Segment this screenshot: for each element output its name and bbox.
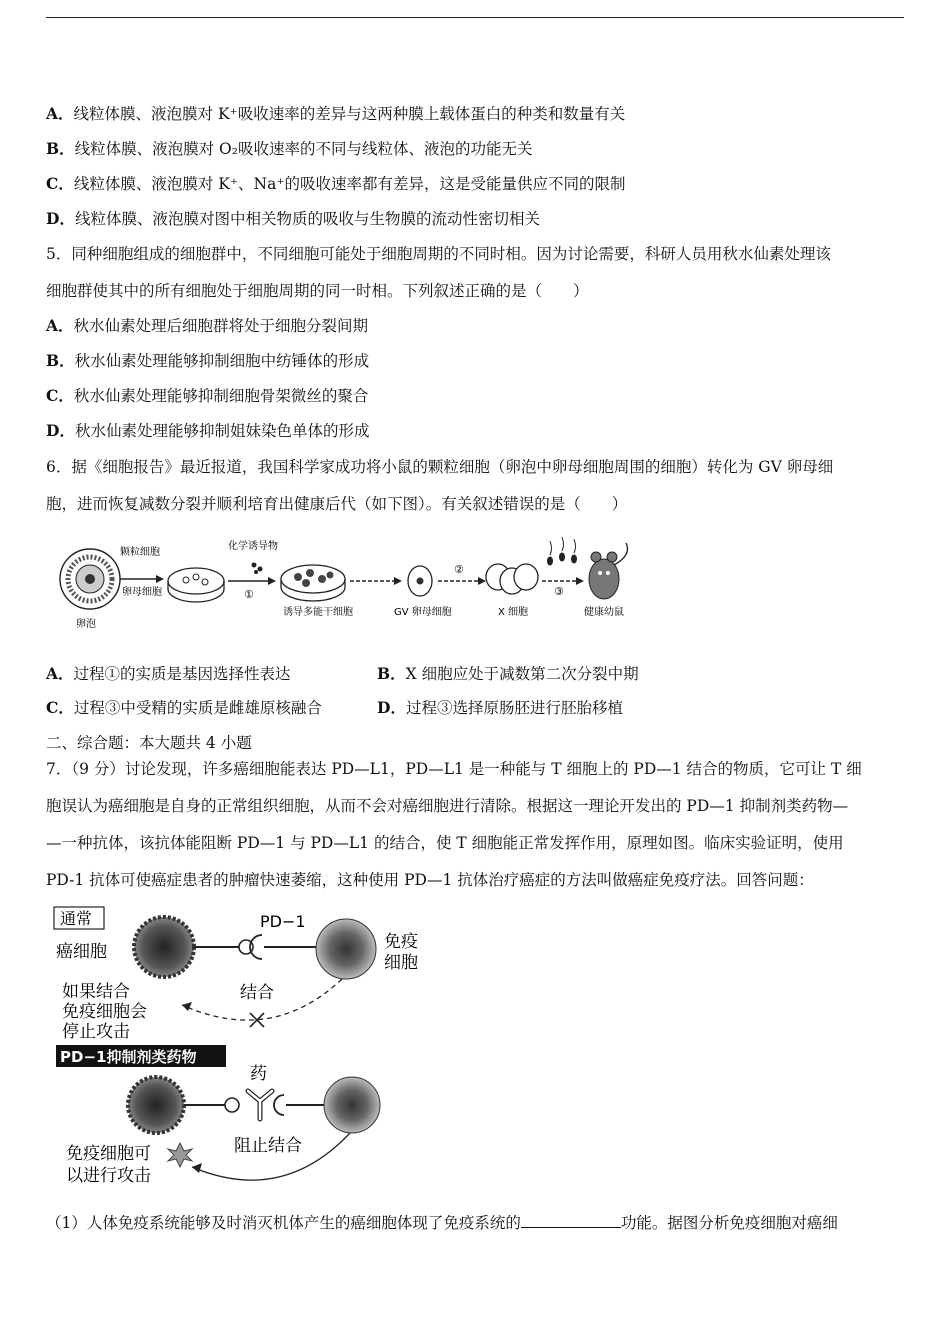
q5-option-b: B．秋水仙素处理能够抑制细胞中纺锤体的形成 <box>46 351 370 370</box>
sperm-drawing <box>548 537 577 565</box>
immune-cell-bottom <box>324 1077 380 1133</box>
q5-option-a: A．秋水仙素处理后细胞群将处于细胞分裂间期 <box>46 316 369 335</box>
q7-stem-line3: —一种抗体，该抗体能阻断 PD—1 与 PD—L1 的结合，使 T 细胞能正常发挥作用，原理如图。临床实验证明，使用 <box>46 834 844 852</box>
label-cancer: 癌细胞 <box>56 942 107 962</box>
label-follicle: 卵泡 <box>76 619 96 630</box>
label-immune-line1: 免疫 <box>384 932 418 952</box>
culture-dish-2 <box>281 565 345 601</box>
cancer-cell-top <box>134 917 194 977</box>
q6-option-c: C．过程③中受精的实质是雌雄原核融合 <box>46 698 322 717</box>
label-attack-line1: 免疫细胞可 <box>66 1144 151 1164</box>
q6-stem-line1: 6．据《细胞报告》最近报道，我国科学家成功将小鼠的颗粒细胞（卵泡中卵母细胞周围的细胞）转化为 GV 卵母细 <box>46 458 834 476</box>
q7-mechanism-figure <box>52 905 432 1195</box>
label-gv: GV 卵母细胞 <box>394 607 452 618</box>
label-pd1: PD−1 <box>260 912 306 931</box>
mouse-drawing <box>589 543 628 599</box>
label-mouse: 健康幼鼠 <box>584 607 624 618</box>
immune-cell-top <box>316 919 376 979</box>
q5-stem-line2: 细胞群使其中的所有细胞处于细胞周期的同一时相。下列叙述正确的是（ ） <box>46 282 589 300</box>
q6-option-d: D．过程③选择原肠胚进行胚胎移植 <box>377 698 623 717</box>
q4-option-d: D．线粒体膜、液泡膜对图中相关物质的吸收与生物膜的流动性密切相关 <box>46 209 540 228</box>
q7-stem-line2: 胞误认为癌细胞是自身的正常组织细胞，从而不会对癌细胞进行清除。根据这一理论开发出的 PD—1 抑制剂类药物— <box>46 797 849 815</box>
label-step1: ① <box>244 588 254 601</box>
q6-stem-line2: 胞，进而恢复减数分裂并顺利培育出健康后代（如下图）。有关叙述错误的是（ ） <box>46 495 628 513</box>
q7-sub1: （1）人体免疫系统能够及时消灭机体产生的癌细胞体现了免疫系统的 功能。据图分析免疫细胞对癌细 <box>46 1214 838 1232</box>
q4-option-b: B．线粒体膜、液泡膜对 O₂吸收速率的不同与线粒体、液泡的功能无关 <box>46 139 533 158</box>
label-oocyte: 卵母细胞 <box>122 587 162 598</box>
label-bind: 结合 <box>240 983 274 1003</box>
q4-option-c: C．线粒体膜、液泡膜对 K⁺、Na⁺的吸收速率都有差异，这是受能量供应不同的限制 <box>46 174 626 193</box>
label-stop-line3: 停止攻击 <box>62 1022 130 1042</box>
label-granulosa: 颗粒细胞 <box>120 547 160 558</box>
label-normal: 通常 <box>60 909 93 928</box>
q6-process-figure <box>58 535 638 635</box>
answer-blank[interactable] <box>521 1213 621 1228</box>
label-inhibitor: PD−1抑制剂类药物 <box>60 1048 197 1066</box>
culture-dish-1 <box>168 568 224 602</box>
label-chemical: 化学诱导物 <box>228 541 278 552</box>
label-stop-line1: 如果结合 <box>62 982 130 1002</box>
label-step3: ③ <box>554 585 564 598</box>
x-cell-drawing <box>486 564 538 594</box>
follicle-drawing <box>60 549 120 609</box>
attack-burst-icon <box>168 1143 192 1167</box>
section-heading: 二、综合题：本大题共 4 小题 <box>46 734 252 752</box>
q7-stem-line4: PD-1 抗体可使癌症患者的肿瘤快速萎缩，这种使用 PD—1 抗体治疗癌症的方法叫做癌症免疫疗法。回答问题： <box>46 871 814 889</box>
label-stop-line2: 免疫细胞会 <box>62 1002 147 1022</box>
header-rule <box>46 17 904 18</box>
label-drug: 药 <box>250 1064 267 1084</box>
q4-option-a: A．线粒体膜、液泡膜对 K⁺吸收速率的差异与这两种膜上载体蛋白的种类和数量有关 <box>46 104 626 123</box>
label-immune-line2: 细胞 <box>384 953 418 973</box>
label-attack-line2: 以进行攻击 <box>66 1166 151 1186</box>
q6-option-a: A．过程①的实质是基因选择性表达 <box>46 664 291 683</box>
q5-option-d: D．秋水仙素处理能够抑制姐妹染色单体的形成 <box>46 421 370 440</box>
label-induced: 诱导多能干细胞 <box>283 607 353 618</box>
q5-option-c: C．秋水仙素处理能够抑制细胞骨架微丝的聚合 <box>46 386 369 405</box>
label-x: X 细胞 <box>498 607 529 618</box>
label-step2: ② <box>454 563 464 576</box>
label-block: 阻止结合 <box>234 1136 302 1156</box>
cancer-cell-bottom <box>128 1077 184 1133</box>
q7-stem-line1: 7．（9 分）讨论发现，许多癌细胞能表达 PD—L1，PD—L1 是一种能与 T 细胞上的 PD—1 结合的物质，它可让 T 细 <box>46 760 862 778</box>
q5-stem-line1: 5．同种细胞组成的细胞群中，不同细胞可能处于细胞周期的不同时相。因为讨论需要，科研人员用秋水仙素处理该 <box>46 245 831 263</box>
q6-option-b: B．X 细胞应处于减数第二次分裂中期 <box>377 664 639 683</box>
